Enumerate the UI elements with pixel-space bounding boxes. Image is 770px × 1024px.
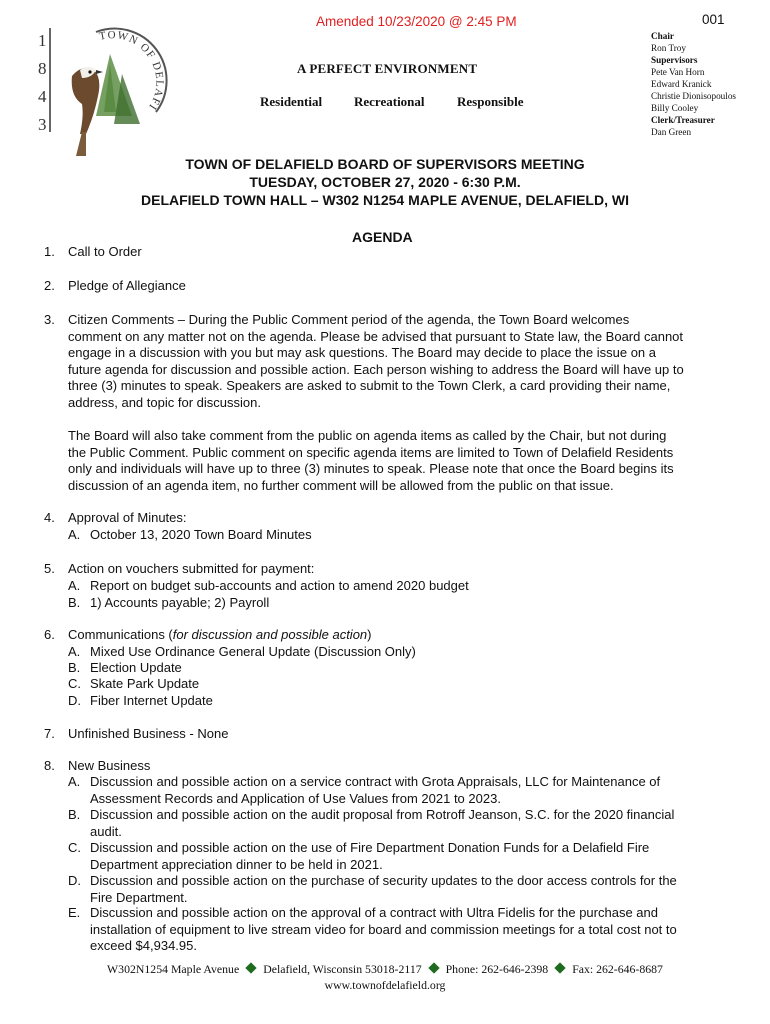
board-members-list <box>651 30 766 138</box>
town-tagline: A PERFECT ENVIRONMENT <box>297 61 478 76</box>
item-number: 8. <box>44 758 55 773</box>
item-number: 5. <box>44 561 55 576</box>
footer-contact <box>0 962 770 977</box>
board-role-label: Clerk/Treasurer <box>651 115 715 125</box>
paragraph-line: address, and topic for discussion. <box>68 394 261 410</box>
paragraph-line: The Board will also take comment from the public on agenda items as called by the Chair, but not during <box>68 428 667 443</box>
item-number: 3. <box>44 312 55 327</box>
paragraph-line: future agenda for discussion and possible action. Each person wishing to address the Board will have up to <box>68 361 684 377</box>
sub-item-text: 1) Accounts payable; 2) Payroll <box>90 595 270 610</box>
logo-year-digit: 3 <box>38 115 47 134</box>
footer-city: Delafield, Wisconsin 53018-2117 <box>263 962 422 976</box>
sub-item-letter: D. <box>68 693 81 708</box>
item-text-italic: for discussion and possible action <box>172 627 368 642</box>
sub-item-text: Election Update <box>90 660 182 675</box>
sub-item-line: Assessment Records and Application of Use Values from 2021 to 2023. <box>90 790 501 806</box>
osprey-on-tree-logo-icon <box>36 24 168 156</box>
amended-notice: Amended 10/23/2020 @ 2:45 PM <box>316 14 517 29</box>
sub-item-letter: B. <box>68 660 81 675</box>
item-number: 2. <box>44 278 55 293</box>
sub-item-letter: B. <box>68 807 81 822</box>
sub-item-line: exceed $4,934.95. <box>90 938 197 953</box>
paragraph-line: Citizen Comments – During the Public Comment period of the agenda, the Town Board welcomes <box>68 312 630 327</box>
sub-item-text: Mixed Use Ordinance General Update (Discussion Only) <box>90 644 416 659</box>
meeting-location: DELAFIELD TOWN HALL – W302 N1254 MAPLE AVENUE, DELAFIELD, WI <box>141 192 629 208</box>
board-role-label: Chair <box>651 31 674 41</box>
diamond-icon <box>555 962 566 973</box>
paragraph-line: discussion of an agenda item, no further comment will be allowed from the public on that issue. <box>68 477 614 493</box>
item-number: 6. <box>44 627 55 642</box>
sub-item-letter: A. <box>68 644 81 659</box>
citizen-comments-paragraph <box>68 312 734 411</box>
sub-item-letter: A. <box>68 774 81 789</box>
board-member-name: Edward Kranick <box>651 79 712 89</box>
value-recreational: Recreational <box>354 94 425 109</box>
board-member-name: Ron Troy <box>651 43 686 53</box>
logo-year-digit: 8 <box>38 59 47 78</box>
agenda-heading: AGENDA <box>352 229 413 245</box>
footer-phone: Phone: 262-646-2398 <box>445 962 549 976</box>
sub-item-text: October 13, 2020 Town Board Minutes <box>90 527 312 542</box>
sub-item-line: Discussion and possible action on a service contract with Grota Appraisals, LLC for Maintenance of <box>90 774 661 789</box>
diamond-icon <box>246 962 257 973</box>
item-text <box>68 627 372 644</box>
sub-item-letter: C. <box>68 840 81 855</box>
logo-year-digit: 1 <box>38 31 47 50</box>
item-number: 1. <box>44 244 55 259</box>
sub-item-text <box>90 807 730 840</box>
sub-item-line: installation of equipment to live stream video for board and commission meetings for a total cost not to <box>90 921 677 937</box>
item-number: 4. <box>44 510 55 525</box>
board-member-name: Pete Van Horn <box>651 67 705 77</box>
sub-item-text <box>90 873 730 906</box>
sub-item-text: Skate Park Update <box>90 676 200 691</box>
sub-item-text: Fiber Internet Update <box>90 693 213 708</box>
sub-item-text <box>90 840 730 873</box>
board-member-name: Billy Cooley <box>651 103 699 113</box>
sub-item-letter: A. <box>68 527 81 542</box>
sub-item-text <box>90 905 730 955</box>
paragraph-line: engage in a discussion with you but may ask questions. The Board may decide to place the issue on a <box>68 345 657 360</box>
meeting-title: TOWN OF DELAFIELD BOARD OF SUPERVISORS MEETING <box>185 156 585 172</box>
board-member-name: Christie Dionisopoulos <box>651 91 736 101</box>
footer-fax: Fax: 262-646-8687 <box>572 962 663 976</box>
item-number: 7. <box>44 726 55 741</box>
sub-item-line: audit. <box>90 823 122 839</box>
town-logo <box>36 24 168 156</box>
sub-item-letter: E. <box>68 905 81 920</box>
sub-item-letter: D. <box>68 873 81 888</box>
board-member-name: Dan Green <box>651 127 692 137</box>
logo-arc-text: TOWN OF DELAFI <box>98 29 166 113</box>
public-comment-paragraph <box>68 428 734 494</box>
sub-item-letter: A. <box>68 578 81 593</box>
paragraph-line: comment on any matter not on the agenda. Please be advised that pursuant to State law, the Board cannot <box>68 328 684 344</box>
item-text-end: ) <box>367 627 372 642</box>
item-text: Unfinished Business - None <box>68 726 229 741</box>
board-role-label: Supervisors <box>651 55 698 65</box>
sub-item-letter: B. <box>68 595 81 610</box>
sub-item-text: Report on budget sub-accounts and action to amend 2020 budget <box>90 578 469 593</box>
sub-item-line: Discussion and possible action on the approval of a contract with Ultra Fidelis for the purchase and <box>90 905 658 920</box>
item-text: Action on vouchers submitted for payment: <box>68 561 315 576</box>
logo-year-digit: 4 <box>38 87 47 106</box>
sub-item-line: Discussion and possible action on the use of Fire Department Donation Funds for a Delafield Fire <box>90 840 650 855</box>
sub-item-letter: C. <box>68 676 81 691</box>
diamond-icon <box>428 962 439 973</box>
value-residential: Residential <box>260 94 323 109</box>
sub-item-text <box>90 774 730 807</box>
sub-item-line: Discussion and possible action on the audit proposal from Rotroff Jeanson, S.C. for the 2020 financial <box>90 807 675 822</box>
item-text: Pledge of Allegiance <box>68 278 186 293</box>
paragraph-line: only and individuals will have up to three (3) minutes to speak. Please note that once the Board begins its <box>68 461 674 476</box>
sub-item-line: Fire Department. <box>90 889 188 905</box>
meeting-date: TUESDAY, OCTOBER 27, 2020 - 6:30 P.M. <box>249 174 521 190</box>
paragraph-line: three (3) minutes to speak. Speakers are asked to submit to the Town Clerk, a card providing their name, <box>68 378 671 393</box>
item-text: Approval of Minutes: <box>68 510 187 525</box>
sub-item-line: Discussion and possible action on the purchase of security updates to the door access controls for the <box>90 873 677 888</box>
value-responsible: Responsible <box>457 94 524 109</box>
footer-address: W302N1254 Maple Avenue <box>107 962 240 976</box>
item-text-start: Communications ( <box>68 627 173 642</box>
page-number: 001 <box>702 12 725 27</box>
sub-item-line: Department appreciation dinner to be held in 2021. <box>90 856 383 872</box>
item-text: New Business <box>68 758 151 773</box>
item-text: Call to Order <box>68 244 142 259</box>
paragraph-line: the Public Comment. Public comment on specific agenda items are limited to Town of Delafield Residents <box>68 444 674 460</box>
footer-website-link[interactable]: www.townofdelafield.org <box>324 978 446 992</box>
